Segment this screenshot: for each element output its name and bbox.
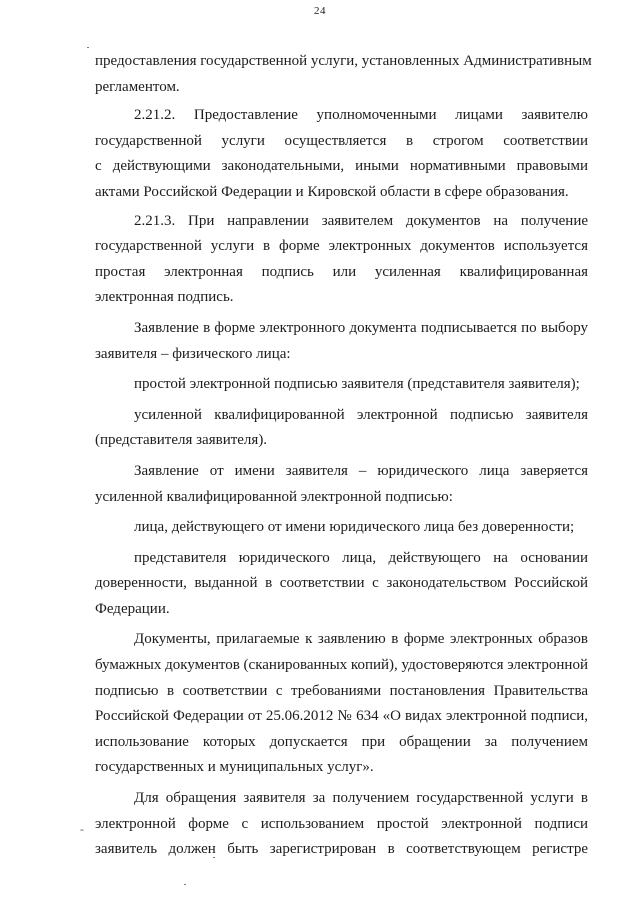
text-line: актами Российской Федерации и Кировской области в сфере образования. <box>95 183 569 200</box>
text-line: подписью в соответствии с требованиями постановления Правительства <box>95 682 588 699</box>
text-line: (представителя заявителя). <box>95 432 268 449</box>
text-line: доверенности, выданной в соответствии с законодательством Российской <box>95 575 588 592</box>
text-line: государственной услуги в форме электронных документов используется <box>95 238 588 255</box>
paragraph <box>95 515 588 541</box>
text-line: бумажных документов (сканированных копий), удостоверяются электронной <box>95 657 588 674</box>
text-line: 2.21.3. При направлении заявителем документов на получение <box>134 212 588 229</box>
text-line: Для обращения заявителя за получением государственной услуги в <box>134 790 588 807</box>
text-line: усиленной квалифицированной электронной подписью: <box>95 488 453 505</box>
text-line: использование которых допускается при обращении за получением <box>95 733 588 750</box>
text-line: Заявление в форме электронного документа подписывается по выбору <box>134 319 588 336</box>
text-line: заявителя – физического лица: <box>95 345 291 362</box>
paragraph <box>95 103 588 205</box>
text-line: электронной форме с использованием простой электронной подписи <box>95 815 588 832</box>
text-line: представителя юридического лица, действующего на основании <box>134 549 588 566</box>
text-line: простая электронная подпись или усиленная квалифицированная <box>95 263 588 280</box>
text-line: регламентом. <box>95 78 180 95</box>
text-line: Документы, прилагаемые к заявлению в форме электронных образов <box>134 631 588 648</box>
text-line: заявитель должен быть зарегистрирован в соответствующем регистре <box>95 841 588 858</box>
paragraph <box>95 786 588 863</box>
paragraph <box>95 372 588 398</box>
scan-speck <box>87 47 89 48</box>
text-line: 2.21.2. Предоставление уполномоченными лицами заявителю <box>134 107 588 124</box>
paragraph <box>95 403 588 454</box>
text-line: простой электронной подписью заявителя (представителя заявителя); <box>134 376 580 393</box>
text-line: государственных и муниципальных услуг». <box>95 759 374 776</box>
paragraph <box>95 49 592 100</box>
text-line: Заявление от имени заявителя – юридического лица заверяется <box>134 462 588 479</box>
text-line: усиленной квалифицированной электронной подписью заявителя <box>134 406 588 423</box>
page-number: 24 <box>314 5 326 17</box>
margin-mark: - <box>80 822 84 836</box>
text-line: Российской Федерации от 25.06.2012 № 634 «О видах электронной подписи, <box>95 708 588 725</box>
text-line: государственной услуги осуществляется в строгом соответствии <box>95 132 588 149</box>
scan-speck <box>184 884 186 885</box>
text-line: Федерации. <box>95 600 170 617</box>
document-body <box>95 49 592 863</box>
text-line: с действующими законодательными, иными нормативными правовыми <box>95 158 588 175</box>
text-line: электронная подпись. <box>95 289 234 306</box>
paragraph <box>95 316 588 367</box>
paragraph <box>95 627 588 781</box>
text-line: предоставления государственной услуги, установленных Административным <box>95 53 592 69</box>
text-line: лица, действующего от имени юридического лица без доверенности; <box>134 519 575 536</box>
paragraph <box>95 459 588 510</box>
paragraph <box>95 546 588 623</box>
paragraph <box>95 209 588 311</box>
